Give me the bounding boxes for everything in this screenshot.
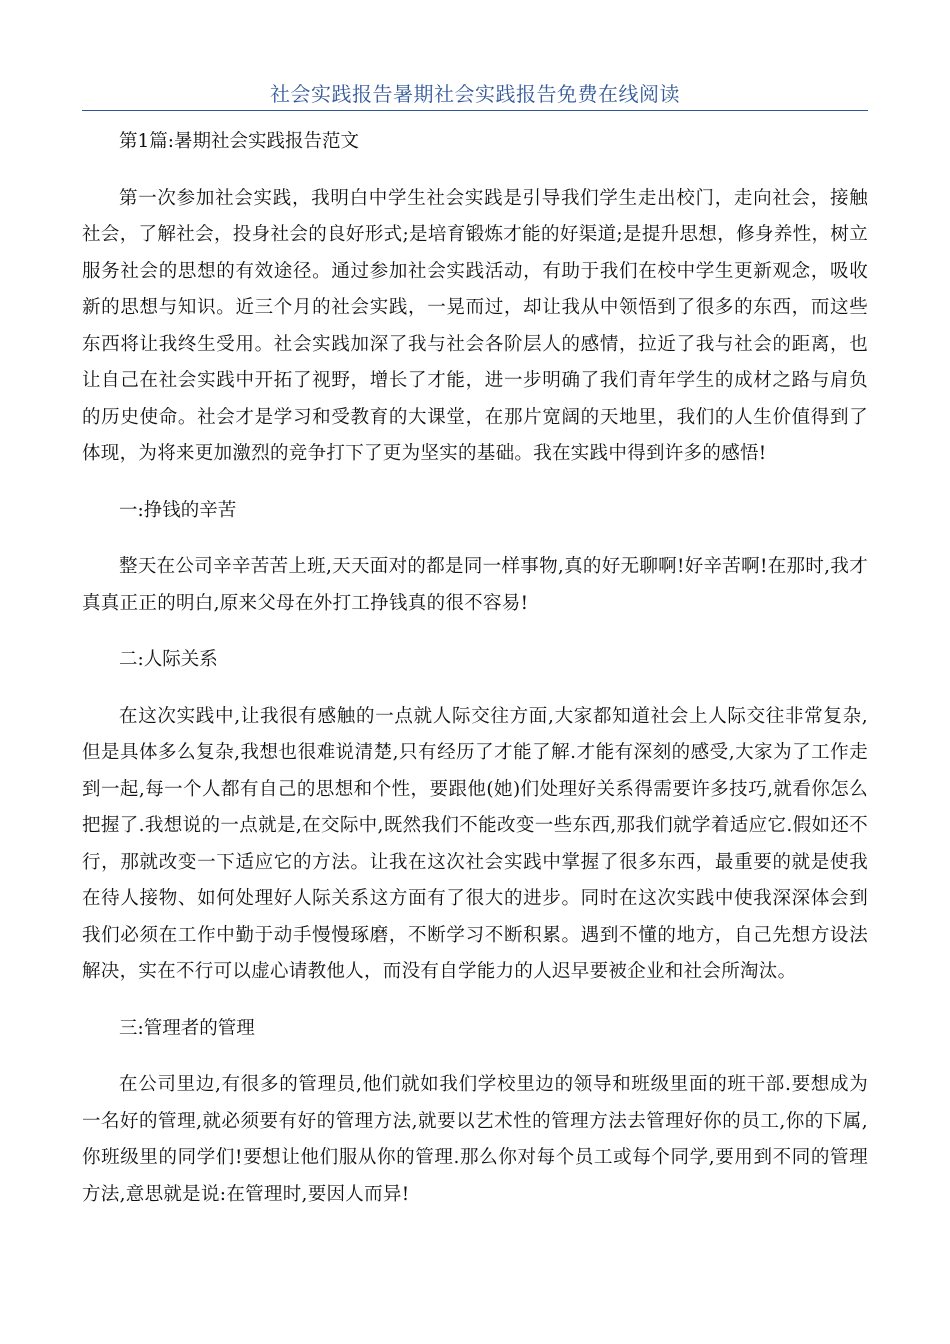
intro-paragraph: 第一次参加社会实践，我明白中学生社会实践是引导我们学生走出校门，走向社会，接触社会，了解社会，投身社会的良好形式;是培育锻炼才能的好渠道;是提升思想，修身养性，树立服务社会的思想的有效途径。通过参加社会实践活动，有助于我们在校中学生更新观念，吸收新的思想与知识。近三个月的社会实践，一晃而过，却让我从中领悟到了很多的东西，而这些东西将让我终生受用。社会实践加深了我与社会各阶层人的感情，拉近了我与社会的距离，也让自己在社会实践中开拓了视野，增长了才能，进一步明确了我们青年学生的成材之路与肩负的历史使命。社会才是学习和受教育的大课堂，在那片宽阔的天地里，我们的人生价值得到了体现，为将来更加激烈的竞争打下了更为坚实的基础。我在实践中得到许多的感悟! (82, 187, 868, 464)
subheading-earning: 一:挣钱的辛苦 (119, 499, 237, 521)
paragraph-relationships: 在这次实践中,让我很有感触的一点就人际交往方面,大家都知道社会上人际交往非常复杂,但是具体多么复杂,我想也很难说清楚,只有经历了才能了解.才能有深刻的感受,大家为了工作走到一起,每一个人都有自己的思想和个性，要跟他(她)们处理好关系得需要许多技巧,就看你怎么把握了.我想说的一点就是,在交际中,既然我们不能改变一些东西,那我们就学着适应它.假如还不行，那就改变一下适应它的方法。让我在这次社会实践中掌握了很多东西，最重要的就是使我在待人接物、如何处理好人际关系这方面有了很大的进步。同时在这次实践中使我深深体会到我们必须在工作中勤于动手慢慢琢磨，不断学习不断积累。遇到不懂的地方，自己先想方设法解决，实在不行可以虚心请教他人，而没有自学能力的人迟早要被企业和社会所淘汰。 (82, 705, 868, 982)
spacer (82, 679, 868, 699)
spacer (82, 161, 868, 181)
document-title: 社会实践报告暑期社会实践报告免费在线阅读 (270, 82, 680, 106)
paragraph-earning: 整天在公司辛辛苦苦上班,天天面对的都是同一样事物,真的好无聊啊!好辛苦啊!在那时,我才真真正正的明白,原来父母在外打工挣钱真的很不容易! (82, 556, 868, 614)
spacer (82, 1047, 868, 1067)
paragraph-management: 在公司里边,有很多的管理员,他们就如我们学校里边的领导和班级里面的班干部.要想成为一名好的管理,就必须要有好的管理方法,就要以艺术性的管理方法去管理好你的员工,你的下属,你班级里的同学们!要想让他们服从你的管理.那么你对每个员工或每个同学,要用到不同的管理方法,意思就是说:在管理时,要因人而异! (82, 1074, 868, 1205)
spacer (82, 529, 868, 549)
spacer (82, 622, 868, 642)
subheading-relationships: 二:人际关系 (119, 649, 218, 670)
spacer (82, 473, 868, 493)
title-underline (82, 110, 868, 111)
spacer (82, 991, 868, 1011)
document-body (82, 124, 868, 1213)
subheading-management: 三:管理者的管理 (119, 1017, 255, 1039)
section-heading: 第1篇:暑期社会实践报告范文 (119, 131, 360, 152)
